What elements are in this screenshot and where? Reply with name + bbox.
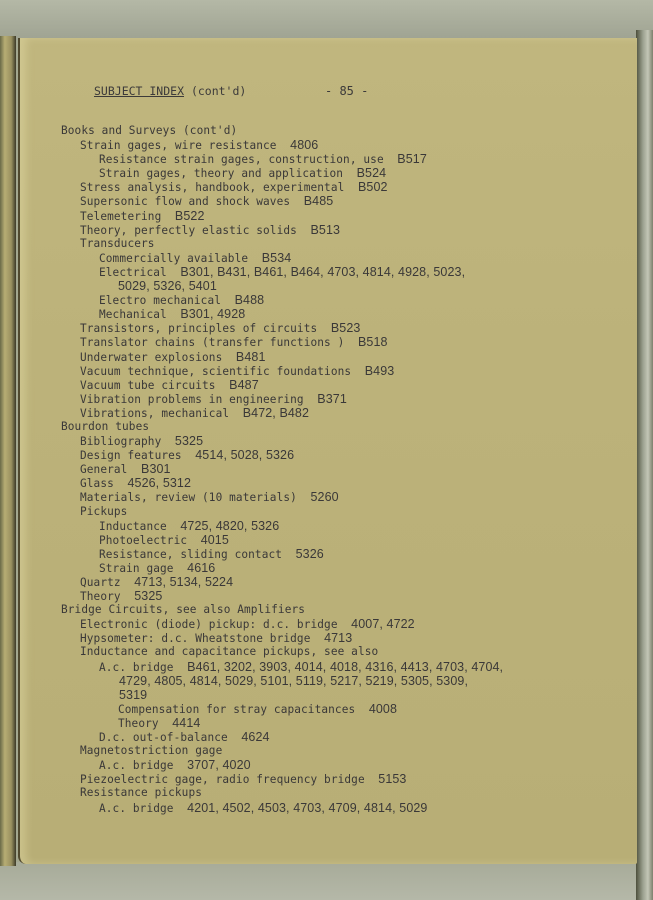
entry-term: Underwater explosions xyxy=(80,350,223,364)
entry-term: Electrical xyxy=(99,265,167,279)
page-header xyxy=(94,84,246,98)
scan-background-top xyxy=(0,0,653,40)
entry-references: 3707, 4020 xyxy=(187,758,251,773)
entry-references: B518 xyxy=(357,335,388,350)
entry-references: 4624 xyxy=(241,730,270,745)
entry-references: 4713 xyxy=(324,631,353,646)
index-entry xyxy=(61,674,631,688)
index-entry xyxy=(61,335,631,349)
index-entry xyxy=(61,223,631,237)
entry-term: Inductance xyxy=(99,519,167,533)
entry-term: Commercially available xyxy=(99,251,249,265)
entry-term: Strain gage xyxy=(99,561,174,575)
entry-term: Stress analysis, handbook, experimental xyxy=(80,181,345,195)
entry-term: General xyxy=(80,463,128,477)
entry-references: 4725, 4820, 5326 xyxy=(180,518,280,533)
entry-references: B513 xyxy=(310,222,341,237)
index-entry xyxy=(61,420,631,434)
entry-term: Materials, review (10 materials) xyxy=(80,491,297,505)
entry-term: Compensation for stray capacitances xyxy=(118,702,356,716)
entry-references: 4514, 5028, 5326 xyxy=(195,448,295,463)
entry-term: Books and Surveys (cont'd) xyxy=(61,124,238,137)
index-entry xyxy=(61,448,631,462)
continued-label: (cont'd) xyxy=(184,84,247,98)
entry-term: Theory, perfectly elastic solids xyxy=(80,223,297,237)
scan-background-bottom xyxy=(0,862,653,900)
entry-references: B517 xyxy=(397,152,427,167)
entry-term: Electronic (diode) pickup: d.c. bridge xyxy=(80,618,338,632)
entry-term: Translator chains (transfer functions ) xyxy=(80,336,345,350)
entry-term: Vacuum tube circuits xyxy=(80,378,216,392)
entry-term: Theory xyxy=(80,590,121,604)
entry-term: Theory xyxy=(118,716,159,730)
entry-term: A.c. bridge xyxy=(99,759,174,773)
entry-term: Bibliography xyxy=(80,435,162,449)
index-entry xyxy=(61,772,631,786)
entry-references: 5325 xyxy=(174,434,204,449)
index-entry xyxy=(61,744,631,758)
entry-term: D.c. out-of-balance xyxy=(99,731,228,745)
index-entry xyxy=(61,166,631,180)
entry-term: Photoelectric xyxy=(99,533,188,547)
entry-references: B461, 3202, 3903, 4014, 4018, 4316, 4413, 4703, 4704, xyxy=(187,659,504,674)
entry-references: 4007, 4722 xyxy=(351,617,415,632)
index-entry xyxy=(61,561,631,575)
index-entry xyxy=(61,194,631,208)
index-entry xyxy=(61,702,631,716)
index-entry xyxy=(61,265,631,279)
index-entry xyxy=(61,138,631,152)
entry-term: Supersonic flow and shock waves xyxy=(80,195,291,209)
entry-references: B493 xyxy=(364,363,395,378)
index-entry xyxy=(61,589,631,603)
entry-references: B488 xyxy=(234,293,265,308)
entry-term: Inductance and capacitance pickups, see also xyxy=(80,645,379,659)
entry-references: B481 xyxy=(235,349,266,364)
entry-term: Vibrations, mechanical xyxy=(80,406,230,420)
index-entry xyxy=(61,406,631,420)
index-entry xyxy=(61,547,631,561)
index-entry xyxy=(61,786,631,800)
entry-term: A.c. bridge xyxy=(99,801,174,815)
entry-references: 5260 xyxy=(310,490,339,505)
entry-references: B371 xyxy=(317,391,347,406)
index-entry xyxy=(61,801,631,815)
index-entry xyxy=(61,392,631,406)
index-entry xyxy=(61,434,631,448)
entry-references: B522 xyxy=(174,208,205,223)
entry-references: 5029, 5326, 5401 xyxy=(118,279,217,294)
entry-references: B301 xyxy=(141,462,171,477)
entry-term: Vacuum technique, scientific foundations xyxy=(80,364,352,378)
index-entry xyxy=(61,617,631,631)
index-entry xyxy=(61,476,631,490)
entry-term: Bourdon tubes xyxy=(61,419,150,433)
index-entry xyxy=(61,364,631,378)
index-entry xyxy=(61,293,631,307)
entry-term: Resistance strain gages, construction, use xyxy=(99,153,384,167)
entry-references: B487 xyxy=(229,377,259,392)
index-entry xyxy=(61,490,631,504)
entry-term: Transistors, principles of circuits xyxy=(80,322,318,336)
index-entry xyxy=(61,462,631,476)
entry-term: Vibration problems in engineering xyxy=(80,392,304,406)
index-entry xyxy=(61,237,631,251)
entry-term: Glass xyxy=(80,477,114,491)
entry-term: A.c. bridge xyxy=(99,660,174,674)
entry-references: B472, B482 xyxy=(242,405,310,420)
entry-term: Hypsometer: d.c. Wheatstone bridge xyxy=(80,632,311,646)
index-entry xyxy=(61,378,631,392)
entry-references: B301, 4928 xyxy=(180,307,246,322)
page-binding-edge xyxy=(0,36,16,866)
entry-term: Piezoelectric gage, radio frequency bridge xyxy=(80,773,365,787)
index-entry xyxy=(61,180,631,194)
entry-references: 4526, 5312 xyxy=(127,476,192,491)
entry-references: B485 xyxy=(303,194,334,209)
entry-references: 4713, 5134, 5224 xyxy=(134,575,234,589)
entry-references: 5153 xyxy=(378,772,407,787)
index-title: SUBJECT INDEX xyxy=(94,84,185,98)
index-entry xyxy=(61,209,631,223)
entry-references: B502 xyxy=(357,180,388,195)
entry-term: Design features xyxy=(80,449,182,463)
page-number: - 85 - xyxy=(325,84,369,98)
entry-references: 4008 xyxy=(368,701,398,716)
entry-references: B523 xyxy=(330,321,361,336)
index-entry xyxy=(61,321,631,335)
index-entry xyxy=(61,645,631,659)
entry-term: Resistance, sliding contact xyxy=(99,547,283,561)
entry-references: 4414 xyxy=(172,715,201,730)
entry-term: Strain gages, theory and application xyxy=(99,167,344,181)
entry-term: Quartz xyxy=(80,576,121,589)
index-entries xyxy=(61,124,631,815)
entry-references: 4806 xyxy=(290,138,319,153)
index-entry xyxy=(61,730,631,744)
index-entry xyxy=(61,688,631,702)
entry-term: Strain gages, wire resistance xyxy=(80,139,277,153)
index-entry xyxy=(61,505,631,519)
index-entry xyxy=(61,124,631,138)
index-entry xyxy=(61,307,631,321)
entry-references: 5325 xyxy=(134,589,163,604)
entry-term: Electro mechanical xyxy=(99,294,222,308)
index-entry xyxy=(61,758,631,772)
entry-references: 4015 xyxy=(200,532,229,547)
scan-frame-right xyxy=(636,30,653,900)
entry-references: B301, B431, B461, B464, 4703, 4814, 4928, 5023, xyxy=(180,264,466,279)
index-entry xyxy=(61,350,631,364)
index-entry xyxy=(61,716,631,730)
entry-references: B534 xyxy=(261,250,292,265)
entry-term: Mechanical xyxy=(99,308,167,322)
entry-references: B524 xyxy=(356,166,387,181)
entry-term: Resistance pickups xyxy=(80,786,203,800)
entry-term: Bridge Circuits, see also Amplifiers xyxy=(61,603,306,617)
entry-references: 5326 xyxy=(295,546,324,561)
index-entry xyxy=(61,519,631,533)
entry-references: 5319 xyxy=(119,687,148,702)
index-entry xyxy=(61,603,631,617)
entry-term: Pickups xyxy=(80,504,128,518)
index-entry xyxy=(61,279,631,293)
index-entry xyxy=(61,660,631,674)
index-entry xyxy=(61,152,631,166)
entry-references: 4201, 4502, 4503, 4703, 4709, 4814, 5029 xyxy=(187,800,428,815)
entry-references: 4616 xyxy=(187,560,216,575)
index-entry xyxy=(61,631,631,645)
index-entry xyxy=(61,533,631,547)
entry-term: Magnetostriction gage xyxy=(80,744,223,758)
entry-references: 4729, 4805, 4814, 5029, 5101, 5119, 5217, 5219, 5305, 5309, xyxy=(119,673,469,688)
index-entry xyxy=(61,575,631,589)
entry-term: Telemetering xyxy=(80,209,162,223)
entry-term: Transducers xyxy=(80,236,155,250)
index-entry xyxy=(61,251,631,265)
